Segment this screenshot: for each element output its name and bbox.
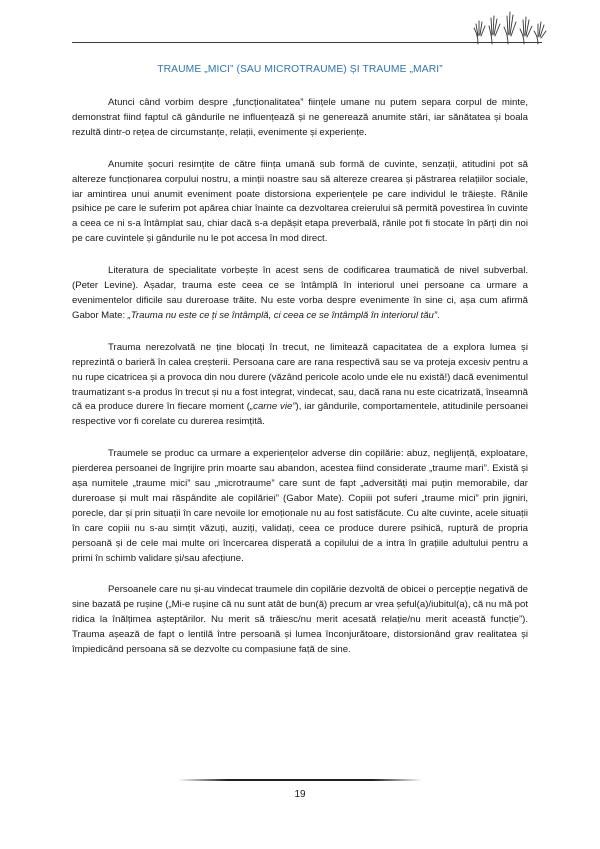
paragraph-1: Atunci când vorbim despre „funcționalitatea” ființele umane nu putem separa corpul de minte, demonstrat fiind faptul că gândurile ne influențează și ne generează anumite stări, iar sănătatea și boala rezultă dintr-o rețea de circumstanțe, relații, evenimente și experiențe.: [72, 97, 528, 138]
raised-hands-logo: [470, 6, 550, 46]
footer-rule: [178, 779, 422, 781]
paragraph-6: Persoanele care nu și-au vindecat traumele din copilărie dezvoltă de obicei o percepție negativă de sine bazată pe rușine („Mi-e rușine că nu sunt atât de bun(ă) precum ar vrea șeful(a)/iubitul(a), că nu mă pot ridica la înălțimea așteptărilor. Nu merit să trăiesc/nu merit acesată relație/nu merit această funcție”). Trauma așează de fapt o lentilă între persoană și lumea înconjurătoare, distorsionând grav realitatea și împiedicând persoana să se dezvolte cu compasiune față de sine.: [72, 584, 528, 656]
paragraph-4: [72, 341, 528, 430]
paragraph-4-quote: „carne vie”: [249, 401, 296, 413]
paragraph-4-text: Trauma nerezolvată ne ține blocați în trecut, ne limitează capacitatea de a explora lumea și reprezintă o barieră în calea creșterii. Persoana care are rana respectivă sau se va proteja excesiv pentru a nu rupe cicatricea și a provoca din nou durere (văzând pericole acolo unde ele nu există!) dacă evenimentul traumatizant s-a produs în trecut și nu a fost integrat, vindecat, sau, dacă rana nu este cicatrizată, înseamnă că ea produce durere în fiecare moment (: [72, 341, 528, 413]
body-text: [72, 96, 528, 675]
paragraph-2: Anumite șocuri resimțite de către ființa umană sub formă de cuvinte, senzații, atitudini pot să altereze funcționarea corpului nostru, a minții noastre sau să altereze crearea și păstrarea relațiilor sociale, iar amintirea unui anumit eveniment poate distorsiona experiențele pe care individul le trăiește. Rănile psihice pe care le suferim pot apărea chiar înainte ca dezvoltarea creierului să permită povestirea în cuvinte a ceea ce ni s-a întâmplat sau, chiar dacă s-a depășit etapa preverbală, rănile pot fi stocate în părți din noi pe care cuvintele și gândurile nu le pot accesa în mod direct.: [72, 158, 528, 245]
page-number: 19: [294, 789, 306, 800]
paragraph-4-end: ), iar gândurile, comportamentele, atitudinile persoanei respective vor fi corelate cu durerea resimțită.: [72, 401, 528, 428]
section-title: TRAUME „MICI” (SAU MICROTRAUME) ȘI TRAUME „MARI”: [157, 64, 443, 75]
paragraph-3: [72, 264, 528, 324]
header-rule: [72, 42, 542, 43]
paragraph-5: Traumele se produc ca urmare a experiențelor adverse din copilărie: abuz, neglijență, exploatare, pierderea persoanei de îngrijire prin moarte sau abandon, acestea fiind considerate „traume mari”. Există și așa numitele „traume mici” sau „microtraume” care sunt de fapt „adversități mai puțin memorabile, dar dureroase și mult mai răspândite ale copilăriei” (Gabor Mate). Copiii pot suferi „traume mici” prin jigniri, porecle, dar și prin situații în care nevoile lor emoționale nu au fost satisfăcute. Cu alte cuvinte, acele situații în care copiii nu s-au simțit văzuți, auziți, validați, ceea ce produce durere psihică, ruptură de propria persoană și de cele mai multe ori încercarea disperată a copilului de a intra în grațiile adultului pentru a primi în schimb validare și/sau afecțiune.: [72, 448, 528, 564]
paragraph-3-text: Literatura de specialitate vorbește în acest sens de codificarea traumatică de nivel subverbal. (Peter Levine). Așadar, trauma este ceea ce se întâmplă în interiorul unei persoane ca urmare a evenimentelor dificile sau dureroase trăite. Nu este vorba despre evenimente în sine ci, așa cum afirmă Gabor Mate:: [72, 265, 528, 321]
paragraph-3-quote: „Trauma nu este ce ți se întâmplă, ci ceea ce se întâmplă în interiorul tău”: [127, 309, 438, 321]
paragraph-3-end: .: [437, 309, 440, 321]
